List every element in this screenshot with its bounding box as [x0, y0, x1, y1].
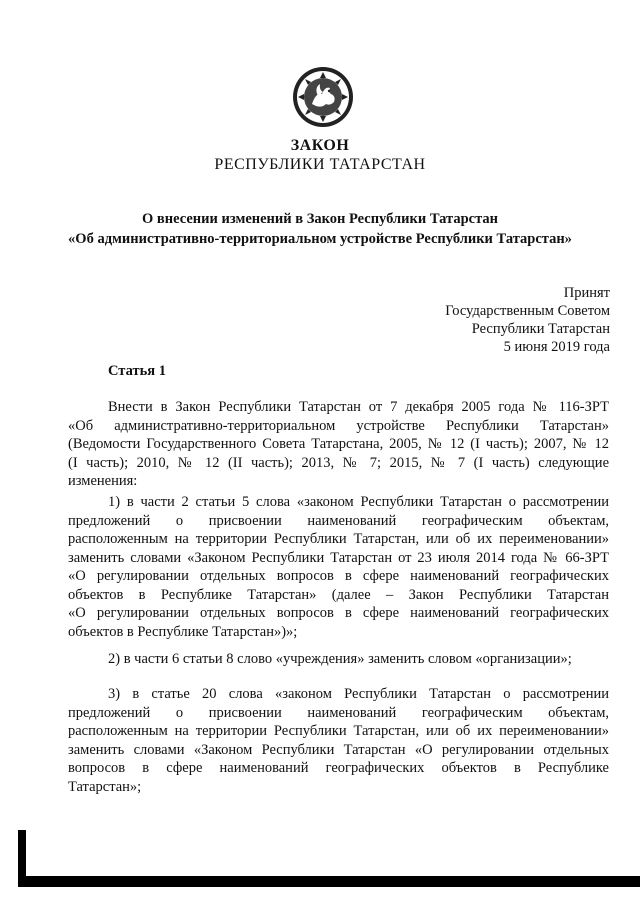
text-line: «Об административно-территориальном устройстве Республики Татарстан»	[68, 417, 609, 434]
amendment-item-1	[68, 493, 609, 641]
article-heading: Статья 1	[108, 363, 166, 379]
adoption-line: Республики Татарстан	[471, 321, 610, 337]
scan-border-bottom	[18, 876, 640, 887]
text-line: заменить словами «Законом Республики Татарстан от 23 июля 2014 года № 66-ЗРТ	[68, 549, 609, 566]
document-title: ЗАКОН	[290, 137, 350, 154]
text-line: «О регулировании отдельных вопросов в сфере наименований географических	[68, 568, 609, 584]
text-line: вопросов в сфере наименований географических объектов в Республике	[68, 760, 609, 776]
text-line: (Ведомости Государственного Совета Татарстана, 2005, № 12 (I часть); 2007, № 12	[68, 436, 609, 452]
text-line: объектов в Республике Татарстан» (далее – Закон Республики Татарстан	[68, 586, 609, 603]
text-line: расположенным на территории Республики Татарстан, или об их переименовании»	[68, 531, 609, 547]
adoption-block	[445, 284, 610, 356]
text-line: 2) в части 6 статьи 8 слово «учреждения» заменить словом «организации»;	[108, 651, 572, 667]
adoption-line: Принят	[563, 285, 610, 301]
adoption-date: 5 июня 2019 года	[503, 339, 610, 355]
amendment-item-2	[68, 650, 609, 669]
text-line: 1) в части 2 статьи 5 слова «законом Республики Татарстан о рассмотрении	[108, 494, 609, 510]
subject-line-2: «Об административно-территориальном устройстве Республики Татарстан»	[68, 231, 572, 247]
document-issuer: РЕСПУБЛИКИ ТАТАРСТАН	[214, 156, 426, 173]
adoption-line: Государственным Советом	[445, 303, 610, 319]
text-line: объектов в Республике Татарстан»)»;	[68, 623, 298, 640]
text-line: предложений о присвоении наименований географическим объектам,	[68, 512, 609, 529]
article-intro-paragraph	[68, 398, 609, 491]
text-line: заменить словами «Законом Республики Татарстан «О регулировании отдельных	[68, 741, 609, 758]
text-line: изменения:	[68, 473, 138, 489]
text-line: «О регулировании отдельных вопросов в сфере наименований географических	[68, 605, 609, 621]
text-line: расположенным на территории Республики Татарстан, или об их переименовании»	[68, 723, 609, 739]
text-line: 3) в статье 20 слова «законом Республики Татарстан о рассмотрении	[108, 686, 609, 702]
text-line: (I часть); 2010, № 12 (II часть); 2013, № 7; 2015, № 7 (I часть) следующие	[68, 454, 609, 471]
coat-of-arms-tatarstan-icon	[292, 66, 354, 128]
text-line: предложений о присвоении наименований географическим объектам,	[68, 704, 609, 721]
text-line: Внести в Закон Республики Татарстан от 7 декабря 2005 года № 116-ЗРТ	[108, 399, 609, 415]
text-line: Татарстан»;	[68, 778, 142, 795]
subject-line-1: О внесении изменений в Закон Республики Татарстан	[142, 211, 498, 227]
amendment-item-3	[68, 685, 609, 796]
